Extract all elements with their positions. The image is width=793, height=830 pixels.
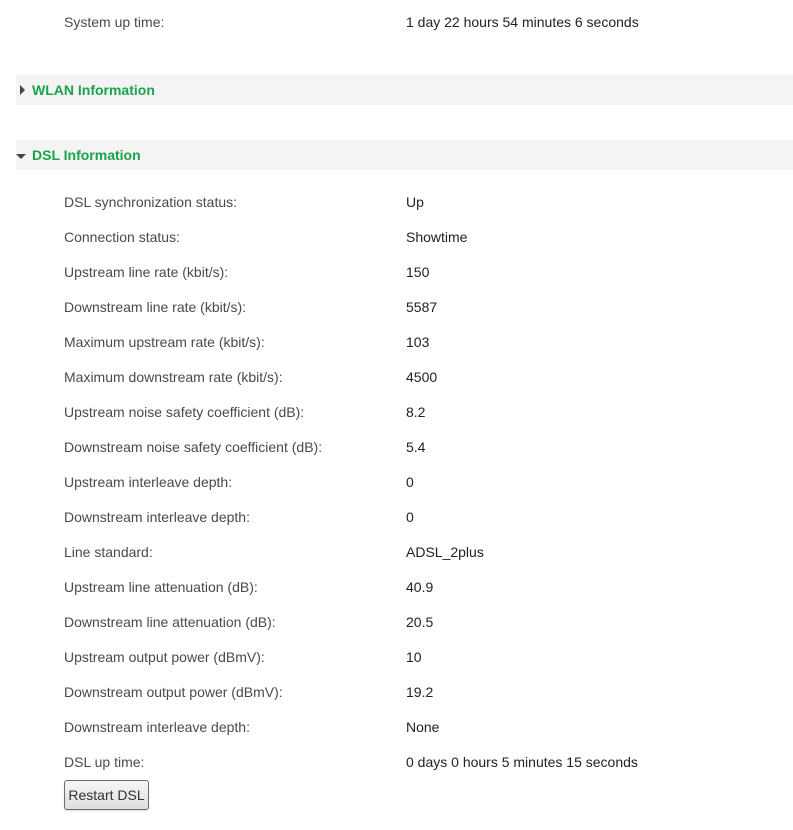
system-uptime-value: 1 day 22 hours 54 minutes 6 seconds <box>406 14 639 30</box>
dsl-row-value: ADSL_2plus <box>406 544 484 560</box>
dsl-row-value: 40.9 <box>406 579 434 595</box>
dsl-row-label: DSL synchronization status: <box>64 194 238 210</box>
dsl-row-label: Upstream noise safety coefficient (dB): <box>64 404 305 420</box>
dsl-row-label: Line standard: <box>64 544 153 560</box>
dsl-row-value: 19.2 <box>406 684 434 700</box>
dsl-row-connection-status <box>0 220 793 255</box>
dsl-row-value: 5587 <box>406 299 438 315</box>
dsl-row-value: 10 <box>406 649 422 665</box>
dsl-row-dsl-uptime <box>0 745 793 780</box>
dsl-row-value: 0 days 0 hours 5 minutes 15 seconds <box>406 754 638 770</box>
dsl-row-downstream-attenuation <box>0 605 793 640</box>
dsl-row-value: None <box>406 719 440 735</box>
dsl-row-label: Downstream interleave depth: <box>64 509 250 525</box>
dsl-row-label: Upstream output power (dBmV): <box>64 649 265 665</box>
dsl-row-max-downstream-rate <box>0 360 793 395</box>
dsl-row-downstream-noise-margin <box>0 430 793 465</box>
dsl-row-label: Maximum downstream rate (kbit/s): <box>64 369 283 385</box>
restart-dsl-button[interactable]: Restart DSL <box>64 780 149 810</box>
dsl-row-value: 5.4 <box>406 439 426 455</box>
dsl-row-value: Showtime <box>406 229 468 245</box>
dsl-row-label: Downstream noise safety coefficient (dB): <box>64 439 323 455</box>
dsl-row-label: Upstream interleave depth: <box>64 474 233 490</box>
dsl-row-upstream-noise-margin <box>0 395 793 430</box>
dsl-row-downstream-line-rate <box>0 290 793 325</box>
dsl-row-line-standard <box>0 535 793 570</box>
dsl-row-label: Upstream line rate (kbit/s): <box>64 264 229 280</box>
dsl-row-upstream-interleave-depth <box>0 465 793 500</box>
dsl-row-label: Downstream output power (dBmV): <box>64 684 283 700</box>
wlan-information-header[interactable] <box>16 75 793 105</box>
dsl-row-upstream-attenuation <box>0 570 793 605</box>
system-uptime-label: System up time: <box>64 14 165 30</box>
dsl-row-value: 20.5 <box>406 614 434 630</box>
dsl-row-label: Connection status: <box>64 229 180 245</box>
caret-down-icon <box>16 140 30 170</box>
wlan-information-title: WLAN Information <box>32 82 155 98</box>
system-uptime-row <box>0 5 793 40</box>
dsl-row-value: 4500 <box>406 369 438 385</box>
dsl-row-value: Up <box>406 194 424 210</box>
dsl-row-value: 8.2 <box>406 404 426 420</box>
dsl-row-sync-status <box>0 185 793 220</box>
dsl-row-value: 0 <box>406 474 414 490</box>
dsl-row-value: 150 <box>406 264 430 280</box>
dsl-row-label: Upstream line attenuation (dB): <box>64 579 258 595</box>
dsl-row-label: Downstream line rate (kbit/s): <box>64 299 247 315</box>
dsl-row-downstream-output-power <box>0 675 793 710</box>
dsl-row-label: Maximum upstream rate (kbit/s): <box>64 334 265 350</box>
dsl-row-upstream-line-rate <box>0 255 793 290</box>
dsl-row-upstream-output-power <box>0 640 793 675</box>
caret-right-icon <box>16 75 30 105</box>
dsl-row-downstream-interleave-depth <box>0 500 793 535</box>
dsl-row-label: Downstream interleave depth: <box>64 719 250 735</box>
dsl-row-value: 103 <box>406 334 430 350</box>
dsl-row-label: Downstream line attenuation (dB): <box>64 614 276 630</box>
dsl-row-max-upstream-rate <box>0 325 793 360</box>
dsl-information-title: DSL Information <box>32 147 141 163</box>
dsl-row-label: DSL up time: <box>64 754 145 770</box>
dsl-row-value: 0 <box>406 509 414 525</box>
dsl-row-downstream-interleave-depth-2 <box>0 710 793 745</box>
dsl-information-header[interactable] <box>16 140 793 170</box>
